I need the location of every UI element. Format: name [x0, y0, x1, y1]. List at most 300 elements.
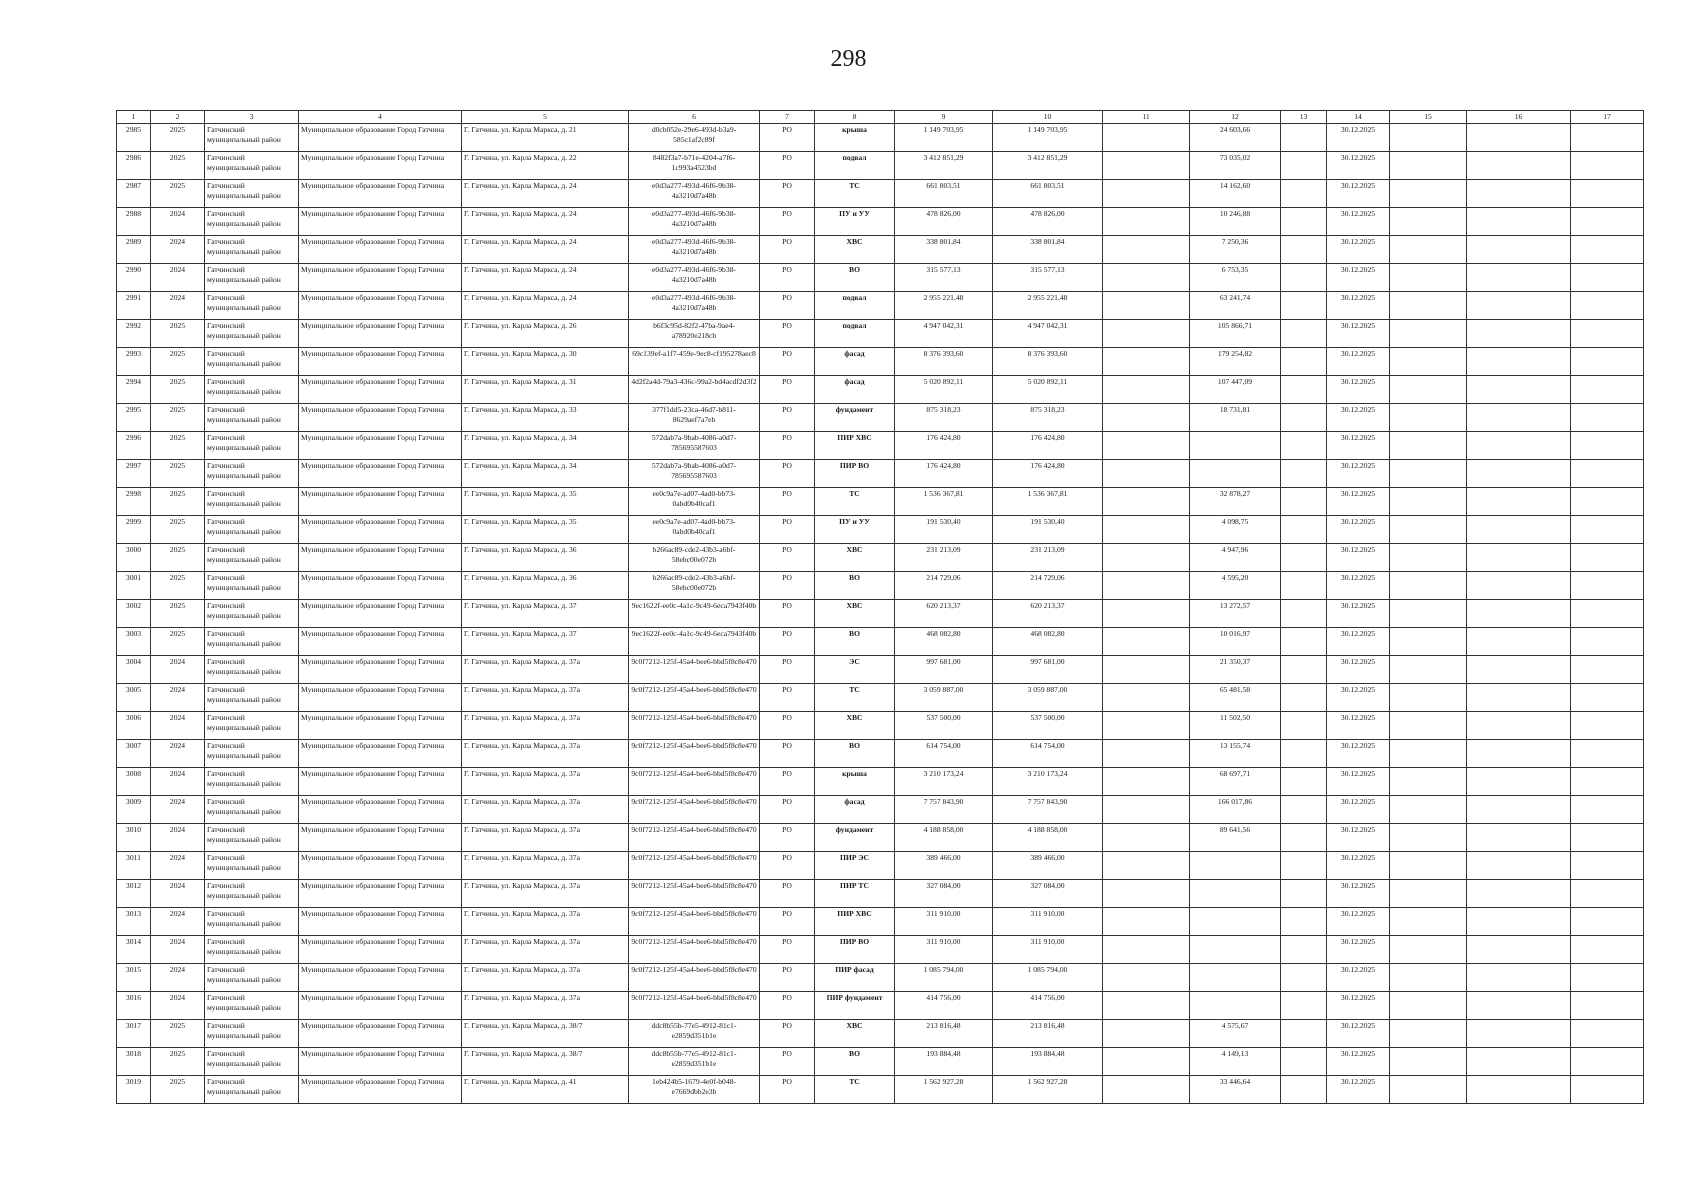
total-cost-cell: 327 084,00 [993, 880, 1103, 908]
date-cell: 30.12.2025 [1327, 992, 1390, 1020]
type-cell: РО [760, 852, 815, 880]
date-cell: 30.12.2025 [1327, 292, 1390, 320]
total-cost-cell: 176 424,80 [993, 460, 1103, 488]
cost-cell: 614 754,00 [895, 740, 993, 768]
row-number-cell: 3016 [117, 992, 151, 1020]
amount-cell: 7 250,36 [1190, 236, 1281, 264]
guid-cell: 9c0f7212-125f-45a4-bee6-bbd5f8c8e470 [629, 656, 760, 684]
guid-cell: 572dab7a-9bab-4086-a0d7-785695587603 [629, 432, 760, 460]
column-11-cell [1103, 964, 1190, 992]
column-header: 16 [1467, 111, 1571, 124]
column-11-cell [1103, 600, 1190, 628]
column-17-cell [1571, 796, 1644, 824]
total-cost-cell: 4 947 042,31 [993, 320, 1103, 348]
cost-cell: 1 536 367,81 [895, 488, 993, 516]
table-row [117, 740, 1644, 768]
column-15-cell [1390, 964, 1467, 992]
table-row [117, 544, 1644, 572]
column-11-cell [1103, 1048, 1190, 1076]
district-cell: Гатчинский муниципальный район [205, 460, 299, 488]
work-type-cell: ПИР ВО [815, 460, 895, 488]
row-number-cell: 3011 [117, 852, 151, 880]
table-row [117, 1048, 1644, 1076]
column-header: 15 [1390, 111, 1467, 124]
district-cell: Гатчинский муниципальный район [205, 964, 299, 992]
column-13-cell [1281, 376, 1327, 404]
row-number-cell: 2987 [117, 180, 151, 208]
address-cell: Г. Гатчина, ул. Карла Маркса, д. 37а [462, 824, 629, 852]
amount-cell: 21 350,37 [1190, 656, 1281, 684]
amount-cell: 4 947,96 [1190, 544, 1281, 572]
cost-cell: 3 412 851,29 [895, 152, 993, 180]
column-15-cell [1390, 544, 1467, 572]
type-cell: РО [760, 908, 815, 936]
row-number-cell: 2993 [117, 348, 151, 376]
date-cell: 30.12.2025 [1327, 348, 1390, 376]
municipality-cell: Муниципальное образование Город Гатчина [299, 908, 462, 936]
district-cell: Гатчинский муниципальный район [205, 824, 299, 852]
column-17-cell [1571, 768, 1644, 796]
column-16-cell [1467, 488, 1571, 516]
date-cell: 30.12.2025 [1327, 264, 1390, 292]
column-15-cell [1390, 432, 1467, 460]
guid-cell: 9c0f7212-125f-45a4-bee6-bbd5f8c8e470 [629, 684, 760, 712]
year-cell: 2024 [151, 880, 205, 908]
address-cell: Г. Гатчина, ул. Карла Маркса, д. 37а [462, 656, 629, 684]
amount-cell [1190, 908, 1281, 936]
amount-cell: 65 481,58 [1190, 684, 1281, 712]
row-number-cell: 3009 [117, 796, 151, 824]
date-cell: 30.12.2025 [1327, 124, 1390, 152]
column-13-cell [1281, 348, 1327, 376]
amount-cell: 4 098,75 [1190, 516, 1281, 544]
amount-cell [1190, 936, 1281, 964]
table-row [117, 964, 1644, 992]
district-cell: Гатчинский муниципальный район [205, 488, 299, 516]
row-number-cell: 2989 [117, 236, 151, 264]
row-number-cell: 2994 [117, 376, 151, 404]
work-type-cell: ТС [815, 684, 895, 712]
column-15-cell [1390, 572, 1467, 600]
total-cost-cell: 311 910,00 [993, 908, 1103, 936]
column-17-cell [1571, 516, 1644, 544]
amount-cell: 179 254,82 [1190, 348, 1281, 376]
amount-cell: 24 603,66 [1190, 124, 1281, 152]
date-cell: 30.12.2025 [1327, 404, 1390, 432]
address-cell: Г. Гатчина, ул. Карла Маркса, д. 30 [462, 348, 629, 376]
column-17-cell [1571, 348, 1644, 376]
type-cell: РО [760, 740, 815, 768]
column-17-cell [1571, 488, 1644, 516]
municipality-cell: Муниципальное образование Город Гатчина [299, 180, 462, 208]
column-17-cell [1571, 656, 1644, 684]
column-15-cell [1390, 1048, 1467, 1076]
column-header: 3 [205, 111, 299, 124]
column-16-cell [1467, 348, 1571, 376]
column-13-cell [1281, 628, 1327, 656]
column-16-cell [1467, 824, 1571, 852]
date-cell: 30.12.2025 [1327, 712, 1390, 740]
row-number-cell: 2995 [117, 404, 151, 432]
column-15-cell [1390, 264, 1467, 292]
column-15-cell [1390, 600, 1467, 628]
row-number-cell: 2986 [117, 152, 151, 180]
work-type-cell: подвал [815, 320, 895, 348]
address-cell: Г. Гатчина, ул. Карла Маркса, д. 36 [462, 544, 629, 572]
column-16-cell [1467, 1048, 1571, 1076]
column-16-cell [1467, 600, 1571, 628]
column-header: 5 [462, 111, 629, 124]
type-cell: РО [760, 292, 815, 320]
year-cell: 2025 [151, 1048, 205, 1076]
column-15-cell [1390, 908, 1467, 936]
column-16-cell [1467, 740, 1571, 768]
row-number-cell: 3017 [117, 1020, 151, 1048]
column-11-cell [1103, 208, 1190, 236]
table-row [117, 264, 1644, 292]
year-cell: 2024 [151, 796, 205, 824]
address-cell: Г. Гатчина, ул. Карла Маркса, д. 37а [462, 852, 629, 880]
date-cell: 30.12.2025 [1327, 824, 1390, 852]
guid-cell: ee0c9a7e-ad07-4ad0-bb73-0abd0b40caf1 [629, 488, 760, 516]
column-13-cell [1281, 488, 1327, 516]
column-17-cell [1571, 936, 1644, 964]
column-17-cell [1571, 824, 1644, 852]
year-cell: 2025 [151, 1020, 205, 1048]
column-13-cell [1281, 152, 1327, 180]
column-header: 9 [895, 111, 993, 124]
type-cell: РО [760, 880, 815, 908]
address-cell: Г. Гатчина, ул. Карла Маркса, д. 37 [462, 600, 629, 628]
address-cell: Г. Гатчина, ул. Карла Маркса, д. 37а [462, 936, 629, 964]
column-16-cell [1467, 264, 1571, 292]
date-cell: 30.12.2025 [1327, 964, 1390, 992]
municipality-cell: Муниципальное образование Город Гатчина [299, 152, 462, 180]
column-16-cell [1467, 796, 1571, 824]
column-header: 2 [151, 111, 205, 124]
column-11-cell [1103, 348, 1190, 376]
guid-cell: d0cb052e-29e6-493d-b3a9-585c1af2c89f [629, 124, 760, 152]
column-13-cell [1281, 796, 1327, 824]
column-13-cell [1281, 712, 1327, 740]
total-cost-cell: 3 412 851,29 [993, 152, 1103, 180]
type-cell: РО [760, 992, 815, 1020]
column-15-cell [1390, 488, 1467, 516]
address-cell: Г. Гатчина, ул. Карла Маркса, д. 37а [462, 908, 629, 936]
column-11-cell [1103, 796, 1190, 824]
guid-cell: ddc8b55b-77e5-4912-81c1-e2859d351b1e [629, 1020, 760, 1048]
column-15-cell [1390, 852, 1467, 880]
date-cell: 30.12.2025 [1327, 852, 1390, 880]
total-cost-cell: 1 536 367,81 [993, 488, 1103, 516]
type-cell: РО [760, 768, 815, 796]
total-cost-cell: 7 757 843,90 [993, 796, 1103, 824]
cost-cell: 478 826,00 [895, 208, 993, 236]
work-type-cell: крыша [815, 768, 895, 796]
year-cell: 2024 [151, 684, 205, 712]
date-cell: 30.12.2025 [1327, 740, 1390, 768]
municipality-cell: Муниципальное образование Город Гатчина [299, 796, 462, 824]
date-cell: 30.12.2025 [1327, 488, 1390, 516]
column-15-cell [1390, 292, 1467, 320]
column-17-cell [1571, 908, 1644, 936]
year-cell: 2024 [151, 824, 205, 852]
district-cell: Гатчинский муниципальный район [205, 208, 299, 236]
row-number-cell: 3014 [117, 936, 151, 964]
column-15-cell [1390, 1076, 1467, 1104]
column-15-cell [1390, 796, 1467, 824]
column-15-cell [1390, 376, 1467, 404]
amount-cell: 32 878,27 [1190, 488, 1281, 516]
type-cell: РО [760, 936, 815, 964]
column-13-cell [1281, 208, 1327, 236]
column-15-cell [1390, 152, 1467, 180]
column-11-cell [1103, 320, 1190, 348]
year-cell: 2024 [151, 712, 205, 740]
type-cell: РО [760, 460, 815, 488]
amount-cell: 33 446,64 [1190, 1076, 1281, 1104]
column-13-cell [1281, 992, 1327, 1020]
guid-cell: 9c0f7212-125f-45a4-bee6-bbd5f8c8e470 [629, 824, 760, 852]
total-cost-cell: 176 424,80 [993, 432, 1103, 460]
amount-cell: 13 272,57 [1190, 600, 1281, 628]
address-cell: Г. Гатчина, ул. Карла Маркса, д. 38/7 [462, 1020, 629, 1048]
municipality-cell: Муниципальное образование Город Гатчина [299, 628, 462, 656]
work-type-cell: ТС [815, 1076, 895, 1104]
column-16-cell [1467, 460, 1571, 488]
table-row [117, 124, 1644, 152]
column-16-cell [1467, 852, 1571, 880]
column-13-cell [1281, 656, 1327, 684]
column-15-cell [1390, 348, 1467, 376]
table-row [117, 320, 1644, 348]
amount-cell [1190, 432, 1281, 460]
column-13-cell [1281, 768, 1327, 796]
column-15-cell [1390, 656, 1467, 684]
work-type-cell: фундамент [815, 824, 895, 852]
district-cell: Гатчинский муниципальный район [205, 936, 299, 964]
year-cell: 2024 [151, 768, 205, 796]
district-cell: Гатчинский муниципальный район [205, 236, 299, 264]
guid-cell: 9c0f7212-125f-45a4-bee6-bbd5f8c8e470 [629, 796, 760, 824]
row-number-cell: 3010 [117, 824, 151, 852]
cost-cell: 1 149 703,95 [895, 124, 993, 152]
table-row [117, 180, 1644, 208]
column-11-cell [1103, 124, 1190, 152]
amount-cell: 105 866,71 [1190, 320, 1281, 348]
district-cell: Гатчинский муниципальный район [205, 152, 299, 180]
column-header: 12 [1190, 111, 1281, 124]
amount-cell: 4 575,67 [1190, 1020, 1281, 1048]
address-cell: Г. Гатчина, ул. Карла Маркса, д. 41 [462, 1076, 629, 1104]
district-cell: Гатчинский муниципальный район [205, 628, 299, 656]
date-cell: 30.12.2025 [1327, 768, 1390, 796]
guid-cell: 9ec1622f-ee0c-4a1c-9c49-6eca7943f40b [629, 628, 760, 656]
date-cell: 30.12.2025 [1327, 152, 1390, 180]
row-number-cell: 2998 [117, 488, 151, 516]
table-row [117, 488, 1644, 516]
cost-cell: 1 562 927,28 [895, 1076, 993, 1104]
work-type-cell: ВО [815, 740, 895, 768]
municipality-cell: Муниципальное образование Город Гатчина [299, 824, 462, 852]
year-cell: 2024 [151, 908, 205, 936]
column-17-cell [1571, 1076, 1644, 1104]
column-11-cell [1103, 236, 1190, 264]
district-cell: Гатчинский муниципальный район [205, 404, 299, 432]
cost-cell: 191 530,40 [895, 516, 993, 544]
amount-cell [1190, 992, 1281, 1020]
date-cell: 30.12.2025 [1327, 544, 1390, 572]
municipality-cell: Муниципальное образование Город Гатчина [299, 460, 462, 488]
address-cell: Г. Гатчина, ул. Карла Маркса, д. 37а [462, 880, 629, 908]
column-header: 13 [1281, 111, 1327, 124]
address-cell: Г. Гатчина, ул. Карла Маркса, д. 26 [462, 320, 629, 348]
column-11-cell [1103, 908, 1190, 936]
total-cost-cell: 4 188 858,00 [993, 824, 1103, 852]
date-cell: 30.12.2025 [1327, 208, 1390, 236]
column-16-cell [1467, 404, 1571, 432]
amount-cell: 73 035,02 [1190, 152, 1281, 180]
type-cell: РО [760, 712, 815, 740]
address-cell: Г. Гатчина, ул. Карла Маркса, д. 34 [462, 432, 629, 460]
district-cell: Гатчинский муниципальный район [205, 992, 299, 1020]
year-cell: 2024 [151, 936, 205, 964]
type-cell: РО [760, 404, 815, 432]
guid-cell: 9c0f7212-125f-45a4-bee6-bbd5f8c8e470 [629, 768, 760, 796]
date-cell: 30.12.2025 [1327, 656, 1390, 684]
column-13-cell [1281, 572, 1327, 600]
column-11-cell [1103, 628, 1190, 656]
date-cell: 30.12.2025 [1327, 516, 1390, 544]
column-11-cell [1103, 768, 1190, 796]
column-13-cell [1281, 1020, 1327, 1048]
district-cell: Гатчинский муниципальный район [205, 656, 299, 684]
column-17-cell [1571, 1020, 1644, 1048]
cost-cell: 389 466,00 [895, 852, 993, 880]
column-13-cell [1281, 908, 1327, 936]
cost-cell: 875 318,23 [895, 404, 993, 432]
cost-cell: 327 084,00 [895, 880, 993, 908]
address-cell: Г. Гатчина, ул. Карла Маркса, д. 37 [462, 628, 629, 656]
address-cell: Г. Гатчина, ул. Карла Маркса, д. 37а [462, 740, 629, 768]
column-16-cell [1467, 936, 1571, 964]
municipality-cell: Муниципальное образование Город Гатчина [299, 712, 462, 740]
year-cell: 2024 [151, 992, 205, 1020]
municipality-cell: Муниципальное образование Город Гатчина [299, 208, 462, 236]
address-cell: Г. Гатчина, ул. Карла Маркса, д. 36 [462, 572, 629, 600]
year-cell: 2024 [151, 964, 205, 992]
cost-cell: 2 955 221,48 [895, 292, 993, 320]
guid-cell: 4d2f2a4d-79a3-436c-99a2-bd4acdf2d3f2 [629, 376, 760, 404]
row-number-cell: 2999 [117, 516, 151, 544]
row-number-cell: 3006 [117, 712, 151, 740]
data-table [116, 110, 1644, 1104]
year-cell: 2025 [151, 488, 205, 516]
total-cost-cell: 614 754,00 [993, 740, 1103, 768]
type-cell: РО [760, 516, 815, 544]
column-16-cell [1467, 656, 1571, 684]
total-cost-cell: 1 562 927,28 [993, 1076, 1103, 1104]
type-cell: РО [760, 600, 815, 628]
table-row [117, 1076, 1644, 1104]
guid-cell: b266ac89-cde2-43b3-a6bf-58ebc00e072b [629, 572, 760, 600]
cost-cell: 5 020 892,11 [895, 376, 993, 404]
district-cell: Гатчинский муниципальный район [205, 292, 299, 320]
column-header: 4 [299, 111, 462, 124]
cost-cell: 7 757 843,90 [895, 796, 993, 824]
municipality-cell: Муниципальное образование Город Гатчина [299, 432, 462, 460]
work-type-cell: фасад [815, 348, 895, 376]
address-cell: Г. Гатчина, ул. Карла Маркса, д. 24 [462, 180, 629, 208]
column-17-cell [1571, 628, 1644, 656]
column-11-cell [1103, 432, 1190, 460]
column-11-cell [1103, 264, 1190, 292]
amount-cell [1190, 852, 1281, 880]
municipality-cell: Муниципальное образование Город Гатчина [299, 348, 462, 376]
row-number-cell: 3002 [117, 600, 151, 628]
column-16-cell [1467, 292, 1571, 320]
column-11-cell [1103, 152, 1190, 180]
guid-cell: 9c0f7212-125f-45a4-bee6-bbd5f8c8e470 [629, 740, 760, 768]
column-11-cell [1103, 992, 1190, 1020]
total-cost-cell: 1 149 703,95 [993, 124, 1103, 152]
date-cell: 30.12.2025 [1327, 936, 1390, 964]
column-17-cell [1571, 712, 1644, 740]
column-16-cell [1467, 712, 1571, 740]
date-cell: 30.12.2025 [1327, 684, 1390, 712]
page-number: 298 [830, 46, 867, 72]
column-16-cell [1467, 628, 1571, 656]
municipality-cell: Муниципальное образование Город Гатчина [299, 572, 462, 600]
row-number-cell: 2991 [117, 292, 151, 320]
cost-cell: 3 059 887,00 [895, 684, 993, 712]
column-15-cell [1390, 740, 1467, 768]
column-16-cell [1467, 768, 1571, 796]
municipality-cell: Муниципальное образование Город Гатчина [299, 740, 462, 768]
year-cell: 2025 [151, 124, 205, 152]
table-row [117, 1020, 1644, 1048]
column-13-cell [1281, 1076, 1327, 1104]
municipality-cell: Муниципальное образование Город Гатчина [299, 320, 462, 348]
municipality-cell: Муниципальное образование Город Гатчина [299, 292, 462, 320]
column-11-cell [1103, 488, 1190, 516]
amount-cell: 10 016,97 [1190, 628, 1281, 656]
column-17-cell [1571, 1048, 1644, 1076]
municipality-cell: Муниципальное образование Город Гатчина [299, 236, 462, 264]
column-11-cell [1103, 460, 1190, 488]
total-cost-cell: 1 085 794,00 [993, 964, 1103, 992]
column-11-cell [1103, 880, 1190, 908]
column-11-cell [1103, 1076, 1190, 1104]
address-cell: Г. Гатчина, ул. Карла Маркса, д. 37а [462, 768, 629, 796]
column-11-cell [1103, 516, 1190, 544]
column-16-cell [1467, 1076, 1571, 1104]
municipality-cell: Муниципальное образование Город Гатчина [299, 684, 462, 712]
column-13-cell [1281, 852, 1327, 880]
column-13-cell [1281, 432, 1327, 460]
type-cell: РО [760, 656, 815, 684]
row-number-cell: 3008 [117, 768, 151, 796]
amount-cell: 107 447,09 [1190, 376, 1281, 404]
table-row [117, 600, 1644, 628]
table-row [117, 572, 1644, 600]
column-17-cell [1571, 880, 1644, 908]
type-cell: РО [760, 572, 815, 600]
work-type-cell: ТС [815, 180, 895, 208]
column-16-cell [1467, 1020, 1571, 1048]
table-row [117, 936, 1644, 964]
column-13-cell [1281, 600, 1327, 628]
